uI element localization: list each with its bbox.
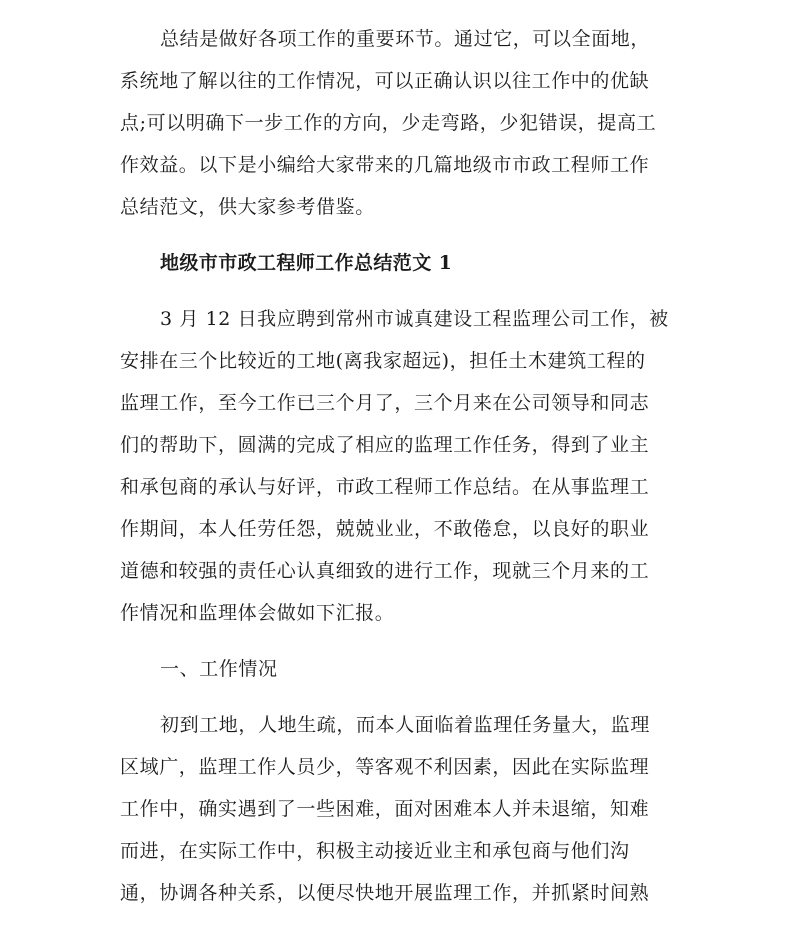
body-line: 们的帮助下，圆满的完成了相应的监理工作任务，得到了业主 bbox=[120, 434, 650, 456]
section-heading-block bbox=[120, 648, 675, 690]
body-line: 作期间，本人任劳任怨，兢兢业业，不敢倦怠，以良好的职业 bbox=[120, 518, 650, 540]
body-line: 3 月 12 日我应聘到常州市诚真建设工程监理公司工作，被 bbox=[160, 308, 669, 330]
body-line: 监理工作，至今工作已三个月了，三个月来在公司领导和同志 bbox=[120, 392, 650, 414]
title-block bbox=[120, 242, 675, 284]
intro-paragraph bbox=[120, 18, 675, 228]
intro-line: 点;可以明确下一步工作的方向，少走弯路，少犯错误，提高工 bbox=[120, 112, 657, 134]
section-heading: 一、工作情况 bbox=[160, 658, 278, 680]
section-line: 工作中，确实遇到了一些困难，面对困难本人并未退缩，知难 bbox=[120, 798, 650, 820]
body-line: 安排在三个比较近的工地(离我家超远)，担任土木建筑工程的 bbox=[120, 350, 646, 372]
intro-line: 总结是做好各项工作的重要环节。通过它，可以全面地， bbox=[160, 28, 651, 50]
section-line: 而进，在实际工作中，积极主动接近业主和承包商与他们沟 bbox=[120, 840, 630, 862]
body-line: 道德和较强的责任心认真细致的进行工作，现就三个月来的工 bbox=[120, 560, 650, 582]
section-line: 初到工地，人地生疏，而本人面临着监理任务量大，监理 bbox=[160, 714, 651, 736]
section-line: 区域广，监理工作人员少，等客观不利因素，因此在实际监理 bbox=[120, 756, 650, 778]
body-line: 作情况和监理体会做如下汇报。 bbox=[120, 602, 395, 624]
body-line: 和承包商的承认与好评，市政工程师工作总结。在从事监理工 bbox=[120, 476, 650, 498]
intro-line: 作效益。以下是小编给大家带来的几篇地级市市政工程师工作 bbox=[120, 154, 650, 176]
document-title: 地级市市政工程师工作总结范文 1 bbox=[160, 252, 453, 274]
section-line: 通，协调各种关系，以便尽快地开展监理工作，并抓紧时间熟 bbox=[120, 882, 650, 904]
document-content bbox=[120, 18, 675, 914]
section-paragraph bbox=[120, 704, 675, 914]
intro-line: 总结范文，供大家参考借鉴。 bbox=[120, 196, 375, 218]
body-paragraph bbox=[120, 298, 675, 634]
intro-line: 系统地了解以往的工作情况，可以正确认识以往工作中的优缺 bbox=[120, 70, 650, 92]
